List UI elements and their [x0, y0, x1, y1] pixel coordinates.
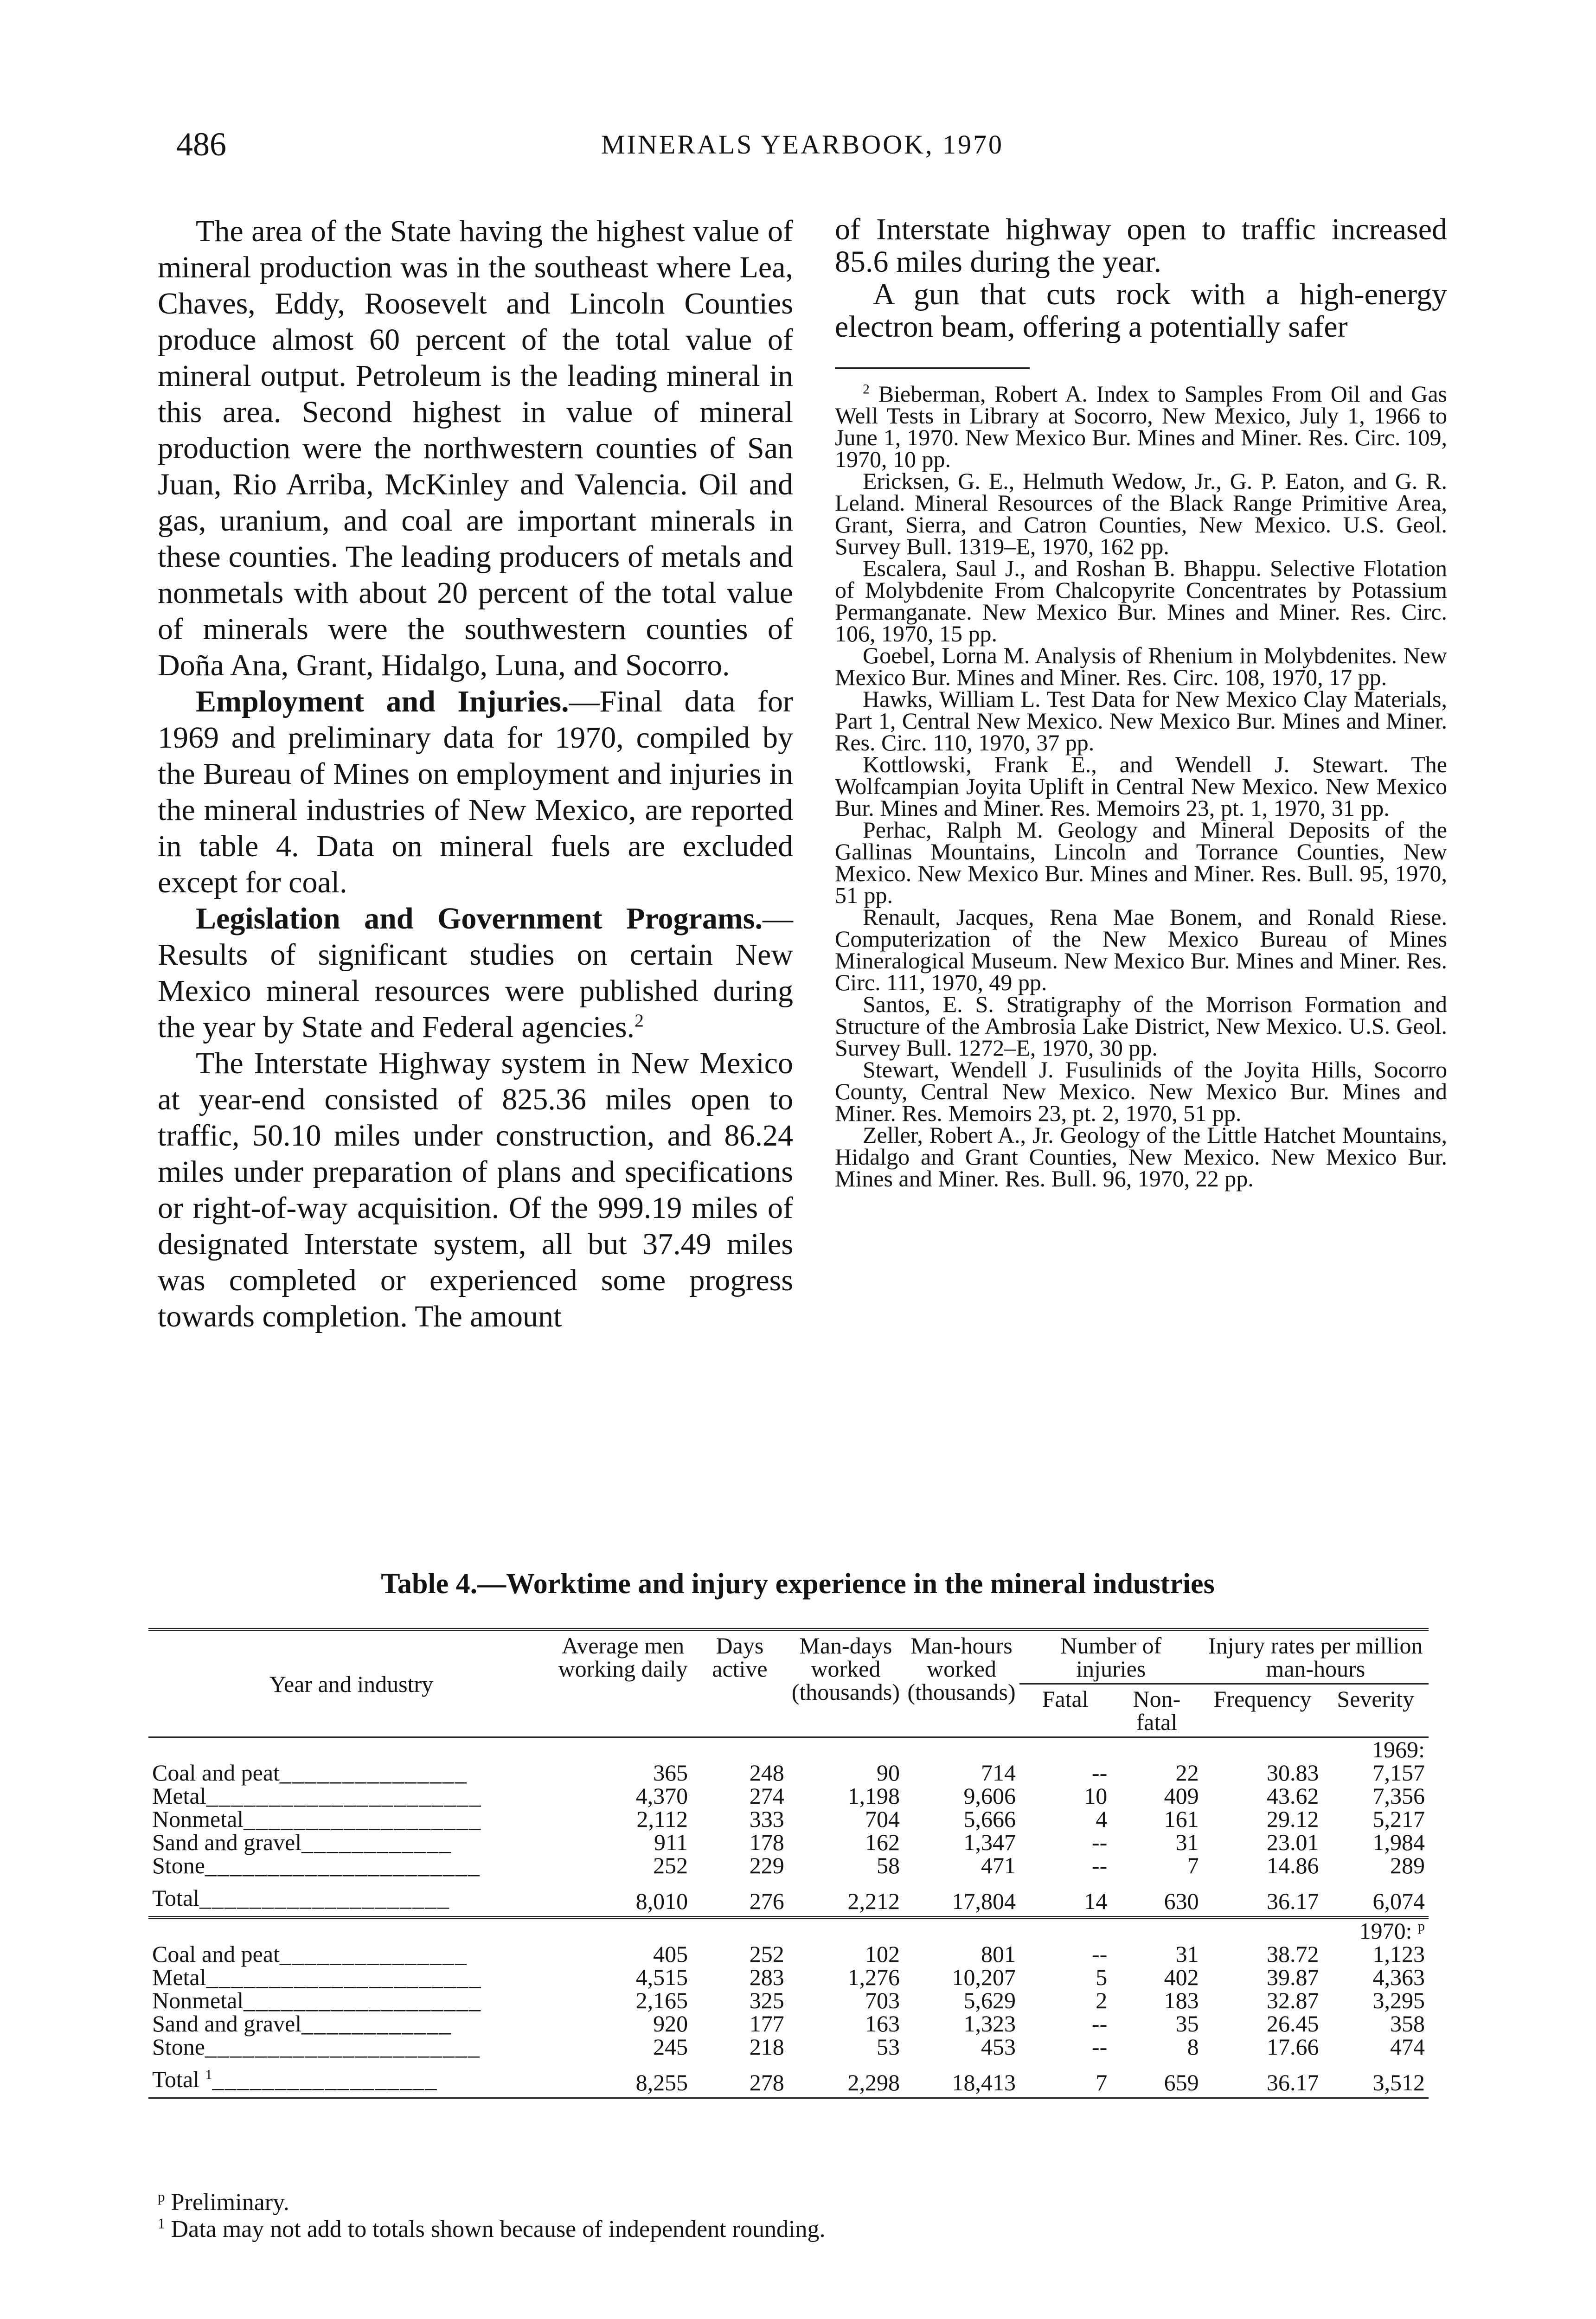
- table-cell: 18,413: [952, 2069, 1016, 2095]
- table-cell: 911: [654, 1829, 688, 1855]
- table-cell: Metal______________________: [152, 1783, 482, 1809]
- table-cell: 4,515: [635, 1964, 688, 1990]
- table-cell: 325: [749, 1987, 784, 2013]
- table-cell: --: [1091, 1829, 1108, 1855]
- table-cell: 23.01: [1267, 1829, 1319, 1855]
- table-cell: 704: [865, 1806, 900, 1832]
- table-cell: 38.72: [1267, 1941, 1319, 1967]
- table-cell: 36.17: [1267, 1888, 1319, 1914]
- table-cell: 365: [653, 1760, 688, 1786]
- table-row: [148, 1784, 1429, 1807]
- table-cell: 6,074: [1372, 1888, 1425, 1914]
- table-row: [148, 1966, 1429, 1989]
- table-cell: 31: [1175, 1941, 1199, 1967]
- table-cell: 252: [653, 1852, 688, 1878]
- table-cell: 53: [877, 2034, 900, 2060]
- reference-item: $^2$ Bieberman, Robert A. Index to Samples From Oil and Gas Well Tests in Library at Socorro, New Mexico, July 1, 1966 to June 1, 1970. New Mexico Bur. Mines and Miner. Res. Circ. 109, 1970, 10 pp.: [835, 381, 1448, 472]
- header-fatal: Fatal: [1042, 1686, 1089, 1712]
- table-cell: 31: [1175, 1829, 1199, 1855]
- table-cell: 4,370: [635, 1783, 688, 1809]
- table-cell: 36.17: [1267, 2069, 1319, 2095]
- paragraph-regional-production: The area of the State having the highest value of mineral production was in the southeast where Lea, Chaves, Eddy, Roosevelt and Lincoln Counties produce almost 60 percent of the total value of mineral output. Petroleum is the leading mineral in this area. Second highest in value of mineral production were the northwestern counties of San Juan, Rio Arriba, McKinley and Valencia. Oil and gas, uranium, and coal are important minerals in these counties. The leading producers of metals and nonmetals with about 20 percent of the total value of minerals were the southwestern counties of Doña Ana, Grant, Hidalgo, Luna, and Socorro.: [158, 214, 793, 682]
- table-cell: 163: [865, 2011, 900, 2037]
- section-heading-employment: Employment and Injuries.: [196, 685, 569, 718]
- table-cell: 2,112: [636, 1806, 688, 1832]
- table-cell: 4,363: [1372, 1964, 1425, 1990]
- header-severity: Severity: [1337, 1686, 1415, 1712]
- table-cell: 162: [865, 1829, 900, 1855]
- right-column: [835, 213, 1447, 1190]
- paragraph-interstate-cont: of Interstate highway open to traffic increased 85.6 miles during the year.: [835, 212, 1447, 279]
- table-cell: Stone______________________: [152, 1852, 481, 1878]
- table-cell: 5,666: [963, 1806, 1016, 1832]
- table-cell: --: [1091, 1852, 1108, 1878]
- table-cell: 333: [749, 1806, 784, 1832]
- table-cell: 22: [1175, 1760, 1199, 1786]
- table-cell: 252: [749, 1941, 784, 1967]
- header-frequency: Frequency: [1213, 1686, 1312, 1712]
- table-cell: --: [1091, 1941, 1108, 1967]
- table-row: [148, 2012, 1429, 2035]
- employment-text: —Final data for 1969 and preliminary data for 1970, compiled by the Bureau of Mines on employment and injuries in the mineral industries of New Mexico, are reported in table 4. Data on mineral fuels are excluded except for coal.: [158, 685, 793, 899]
- table-cell: 177: [749, 2011, 784, 2037]
- header-average-men: Average men working daily: [558, 1633, 688, 1682]
- reference-item: Kottlowski, Frank E., and Wendell J. Stewart. The Wolfcampian Joyita Uplift in Central New Mexico. New Mexico Bur. Mines and Miner. Res. Memoirs 23, pt. 1, 1970, 31 pp.: [835, 751, 1447, 821]
- footnote-divider: [835, 367, 1030, 369]
- reference-item: Zeller, Robert A., Jr. Geology of the Little Hatchet Mountains, Hidalgo and Grant Counties, New Mexico. New Mexico Bur. Mines and Miner. Res. Bull. 96, 1970, 22 pp.: [835, 1122, 1447, 1192]
- table-row: [148, 1831, 1429, 1854]
- running-title: MINERALS YEARBOOK, 1970: [601, 129, 1004, 160]
- table-cell: 801: [981, 1941, 1016, 1967]
- table-cell: 7: [1096, 2069, 1108, 2095]
- table-row: [148, 1854, 1429, 1877]
- table-cell: 5,629: [963, 1987, 1016, 2013]
- table-cell: --: [1091, 2011, 1108, 2037]
- table-cell: 10,207: [952, 1964, 1016, 1990]
- table-cell: 248: [749, 1760, 784, 1786]
- table-cell: 183: [1164, 1987, 1199, 2013]
- table-cell: 2: [1096, 1987, 1108, 2013]
- table-cell: 2,212: [847, 1888, 900, 1914]
- table-cell: Total $^1$__________________: [152, 2066, 438, 2092]
- table-cell: 630: [1164, 1888, 1199, 1914]
- table-cell: 7: [1187, 1852, 1199, 1878]
- year-label-1970: 1970: $^p$: [1359, 1918, 1425, 1944]
- table-cell: 659: [1164, 2069, 1199, 2095]
- worktime-injury-table: [148, 1628, 1429, 2099]
- table-cell: 2,165: [635, 1987, 688, 2013]
- reference-item: Hawks, William L. Test Data for New Mexico Clay Materials, Part 1, Central New Mexico. New Mexico Bur. Mines and Miner. Res. Circ. 110, 1970, 37 pp.: [835, 686, 1447, 756]
- table-cell: 1,276: [847, 1964, 900, 1990]
- table-cell: 58: [877, 1852, 900, 1878]
- table-row: [148, 2035, 1429, 2058]
- header-injury-rates: Injury rates per million man-hours: [1203, 1630, 1429, 1684]
- table-row: [148, 1807, 1429, 1831]
- table-cell: 8,255: [635, 2069, 688, 2095]
- table-cell: 3,512: [1372, 2069, 1425, 2095]
- table-cell: Coal and peat_______________: [152, 1760, 468, 1786]
- table-cell: 1,198: [847, 1783, 900, 1809]
- table-cell: Nonmetal___________________: [152, 1987, 482, 2013]
- table-cell: Sand and gravel____________: [152, 2011, 452, 2037]
- table-cell: 453: [981, 2034, 1016, 2060]
- table-cell: 471: [981, 1852, 1016, 1878]
- paragraph-interstate: The Interstate Highway system in New Mexico at year-end consisted of 825.36 miles open to traffic, 50.10 miles under construction, and 86.24 miles under preparation of plans and specifications or right-of-way acquisition. Of the 999.19 miles of designated Interstate system, all but 37.49 miles was completed or experienced some progress towards completion. The amount: [158, 1046, 793, 1333]
- table-cell: 409: [1164, 1783, 1199, 1809]
- table-cell: Sand and gravel____________: [152, 1829, 452, 1855]
- table-cell: 5,217: [1372, 1806, 1425, 1832]
- reference-item: Escalera, Saul J., and Roshan B. Bhappu. Selective Flotation of Molybdenite From Chalcopyrite Concentrates by Potassium Permanganate. New Mexico Bur. Mines and Miner. Res. Circ. 106, 1970, 15 pp.: [835, 555, 1447, 647]
- header-days-active: Days active: [712, 1633, 768, 1682]
- footnote-references: [835, 383, 1447, 1190]
- table-cell: 245: [653, 2034, 688, 2060]
- paragraph-legislation: [158, 901, 793, 1045]
- table-cell: 402: [1164, 1964, 1199, 1990]
- page-header: [176, 125, 1429, 167]
- table-row: [148, 1989, 1429, 2012]
- table-notes: [158, 2189, 1364, 2243]
- header-year-industry: Year and industry: [269, 1671, 434, 1697]
- table-cell: 278: [749, 2069, 784, 2095]
- table-cell: 274: [749, 1783, 784, 1809]
- table-cell: 30.83: [1267, 1760, 1319, 1786]
- table-cell: 7,157: [1372, 1760, 1425, 1786]
- table-cell: 35: [1175, 2011, 1199, 2037]
- table-cell: 5: [1096, 1964, 1108, 1990]
- footnote-mark: 2: [863, 381, 870, 397]
- table-cell: 218: [749, 2034, 784, 2060]
- table-row: [148, 1761, 1429, 1784]
- table-cell: 703: [865, 1987, 900, 2013]
- table-cell: 161: [1164, 1806, 1199, 1832]
- table-cell: 1,123: [1372, 1941, 1425, 1967]
- page-number: 486: [176, 126, 226, 163]
- table-cell: 43.62: [1267, 1783, 1319, 1809]
- table-cell: 10: [1084, 1783, 1108, 1809]
- table-cell: Coal and peat_______________: [152, 1941, 468, 1967]
- table-cell: 276: [749, 1888, 784, 1914]
- table-cell: 4: [1096, 1806, 1108, 1832]
- table-title: Table 4.—Worktime and injury experience in the mineral industries: [381, 1568, 1215, 1600]
- table-cell: 2,298: [847, 2069, 900, 2095]
- reference-item: Goebel, Lorna M. Analysis of Rhenium in Molybdenites. New Mexico Bur. Mines and Miner. Res. Circ. 108, 1970, 17 pp.: [835, 642, 1447, 690]
- table-cell: 29.12: [1267, 1806, 1319, 1832]
- paragraph-electron-gun: A gun that cuts rock with a high-energy electron beam, offering a potentially safer: [835, 277, 1447, 344]
- table-cell: 229: [749, 1852, 784, 1878]
- table-cell: 90: [877, 1760, 900, 1786]
- header-nonfatal: Non-fatal: [1133, 1686, 1181, 1735]
- reference-item: Stewart, Wendell J. Fusulinids of the Joyita Hills, Socorro County, Central New Mexico. New Mexico Bur. Mines and Miner. Res. Memoirs 23, pt. 2, 1970, 51 pp.: [835, 1057, 1447, 1126]
- table-cell: 8: [1187, 2034, 1199, 2060]
- table-cell: 1,347: [963, 1829, 1016, 1855]
- table-note: $^1$ Data may not add to totals shown because of independent rounding.: [158, 2215, 826, 2242]
- table-cell: 405: [653, 1941, 688, 1967]
- legislation-text: —Results of significant studies on certain New Mexico mineral resources were published during the year by State and Federal agencies.: [158, 902, 793, 1044]
- table-cell: 289: [1390, 1852, 1425, 1878]
- paragraph-employment: [158, 684, 793, 901]
- table-cell: 920: [653, 2011, 688, 2037]
- table-cell: Metal______________________: [152, 1964, 482, 1990]
- table-cell: 178: [749, 1829, 784, 1855]
- year-label-1969: 1969:: [1372, 1736, 1425, 1762]
- footnote-ref: 2: [635, 1010, 644, 1031]
- table-cell: 17.66: [1267, 2034, 1319, 2060]
- table-cell: 17,804: [952, 1888, 1016, 1914]
- table-cell: 474: [1390, 2034, 1425, 2060]
- reference-item: Renault, Jacques, Rena Mae Bonem, and Ronald Riese. Computerization of the New Mexico Bureau of Mines Mineralogical Museum. New Mexico Bur. Mines and Miner. Res. Circ. 111, 1970, 49 pp.: [835, 904, 1447, 995]
- table-cell: 26.45: [1267, 2011, 1319, 2037]
- table-cell: 7,356: [1372, 1783, 1425, 1809]
- reference-item: Santos, E. S. Stratigraphy of the Morrison Formation and Structure of the Ambrosia Lake District, New Mexico. U.S. Geol. Survey Bull. 1272–E, 1970, 30 pp.: [835, 991, 1447, 1061]
- table-note: $^p$ Preliminary.: [158, 2188, 289, 2216]
- reference-item: Perhac, Ralph M. Geology and Mineral Deposits of the Gallinas Mountains, Lincoln and Torrance Counties, New Mexico. New Mexico Bur. Mines and Miner. Res. Bull. 95, 1970, 51 pp.: [835, 817, 1447, 908]
- total-row-1969: [148, 1877, 1429, 1918]
- table-cell: 1,323: [963, 2011, 1016, 2037]
- table-row: [148, 1942, 1429, 1966]
- table-cell: --: [1091, 1760, 1108, 1786]
- table-cell: --: [1091, 2034, 1108, 2060]
- table-cell: Stone______________________: [152, 2034, 481, 2060]
- table-cell: 14.86: [1267, 1852, 1319, 1878]
- table-cell: 283: [749, 1964, 784, 1990]
- header-number-of-injuries: Number of injuries: [1019, 1630, 1203, 1684]
- table-cell: 14: [1084, 1888, 1108, 1914]
- table-cell: 32.87: [1267, 1987, 1319, 2013]
- table-cell: 39.87: [1267, 1964, 1319, 1990]
- table-cell: 3,295: [1372, 1987, 1425, 2013]
- section-heading-legislation: Legislation and Government Programs.: [196, 902, 763, 935]
- table-cell: 714: [981, 1760, 1016, 1786]
- table-cell: 358: [1390, 2011, 1425, 2037]
- table-cell: Total____________________: [152, 1885, 450, 1911]
- reference-item: Ericksen, G. E., Helmuth Wedow, Jr., G. P. Eaton, and G. R. Leland. Mineral Resources of the Black Range Primitive Area, Grant, Sierra, and Catron Counties, New Mexico. U.S. Geol. Survey Bull. 1319–E, 1970, 162 pp.: [835, 468, 1447, 559]
- header-man-days: Man-days worked (thousands): [791, 1633, 900, 1705]
- total-row-1970: [148, 2058, 1429, 2098]
- table-cell: 1,984: [1372, 1829, 1425, 1855]
- header-man-hours: Man-hours worked (thousands): [907, 1633, 1016, 1705]
- table-cell: 8,010: [635, 1888, 688, 1914]
- table-cell: 9,606: [963, 1783, 1016, 1809]
- table-cell: Nonmetal___________________: [152, 1806, 482, 1832]
- table-cell: 102: [865, 1941, 900, 1967]
- left-column: [158, 213, 793, 1335]
